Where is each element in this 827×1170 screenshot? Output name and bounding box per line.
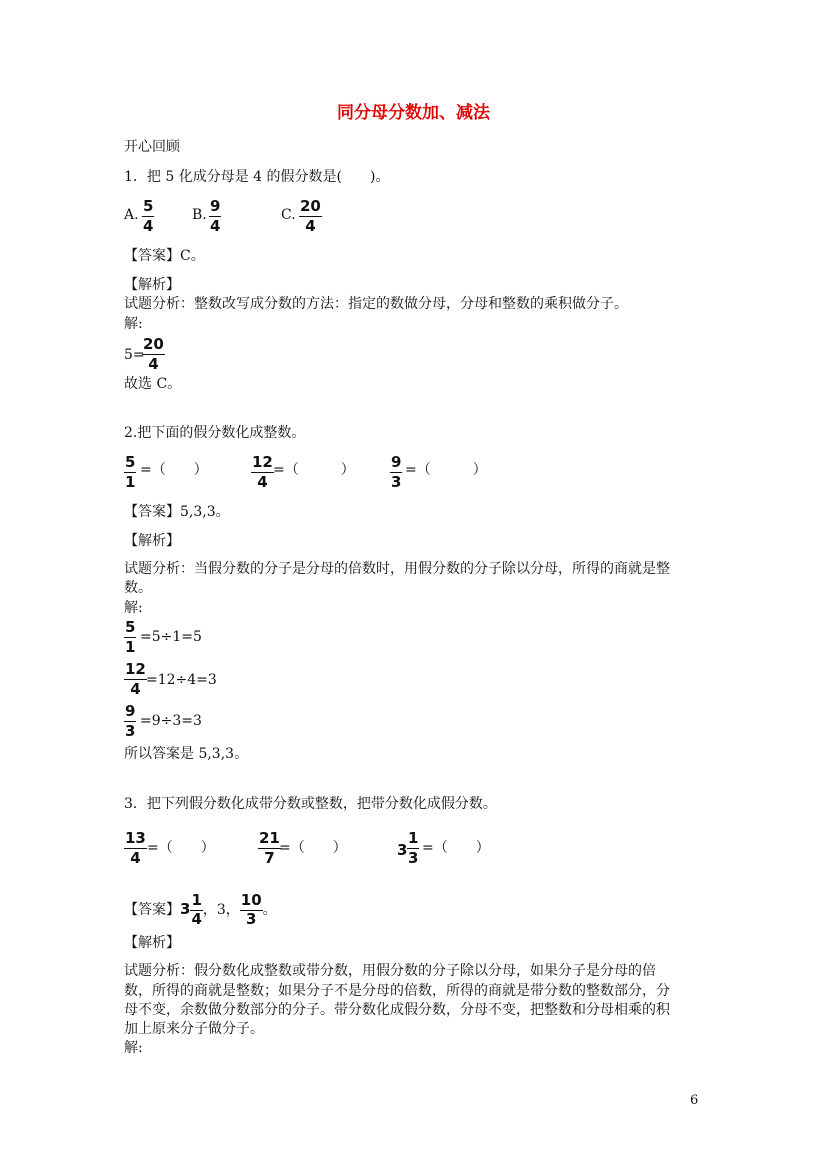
q1-solve-label: 解:: [124, 316, 143, 332]
q1-option-a-fraction: [142, 198, 154, 235]
q1-stem: 1．把 5 化成分母是 4 的假分数是( )。: [124, 169, 390, 185]
q3-item-3-fraction: [407, 830, 419, 867]
q3-answer-fraction-2: [240, 892, 263, 928]
q3-analysis-line-2: 数，所得的商就是整数；如果分子不是分母的倍数，所得的商就是带分数的整数部分，分: [124, 983, 670, 999]
q2-answer: 【答案】5,3,3。: [124, 504, 230, 520]
q3-answer: [124, 892, 277, 928]
q2-item-1-blank: =（ ）: [140, 462, 208, 478]
q3-answer-prefix: 【答案】: [124, 902, 180, 918]
q2-stem: 2.把下面的假分数化成整数。: [124, 425, 306, 441]
q1-option-c-fraction: [299, 198, 322, 235]
numerator: 9: [210, 197, 221, 215]
numerator: 5: [125, 453, 136, 471]
denominator: 3: [408, 849, 419, 867]
numerator: 12: [125, 660, 146, 678]
denominator: 3: [391, 473, 402, 491]
q2-item-3-fraction: [390, 454, 402, 491]
denominator: 3: [125, 722, 136, 740]
numerator: 21: [259, 829, 280, 847]
denominator: 4: [130, 849, 141, 867]
q1-analysis-text: 试题分析：整数改写成分数的方法：指定的数做分母，分母和整数的乘积做分子。: [124, 296, 628, 312]
denominator: 1: [125, 473, 136, 491]
q1-conclusion: 故选 C。: [124, 376, 182, 392]
q3-answer-whole: 3: [180, 900, 191, 918]
denominator: 4: [130, 680, 141, 698]
denominator: 1: [125, 638, 136, 656]
numerator: 20: [143, 335, 164, 353]
q3-item-1-blank: =（ ）: [147, 840, 215, 856]
numerator: 5: [125, 618, 136, 636]
q3-item-2-blank: =（ ）: [279, 840, 347, 856]
q2-analysis-line-1: 试题分析：当假分数的分子是分母的倍数时，用假分数的分子除以分母，所得的商就是整: [124, 561, 670, 577]
numerator: 12: [252, 453, 273, 471]
denominator: 4: [210, 217, 221, 235]
q1-option-b-label: B.: [192, 207, 207, 223]
page-number: 6: [690, 1093, 699, 1108]
q2-step-1-equation: =5÷1=5: [140, 629, 202, 645]
q1-option-a-label: A.: [124, 207, 139, 223]
q3-answer-end: 。: [262, 902, 277, 918]
q2-step-1-fraction: [124, 619, 136, 656]
q1-option-b-fraction: [209, 198, 221, 235]
denominator: 4: [191, 910, 202, 928]
page-title: 同分母分数加、减法: [337, 103, 490, 123]
denominator: 4: [148, 355, 159, 373]
numerator: 20: [300, 197, 321, 215]
q3-answer-middle: ，3，: [202, 902, 240, 918]
q2-step-2-equation: =12÷4=3: [146, 672, 217, 688]
q2-step-3-fraction: [124, 703, 136, 740]
numerator: 1: [408, 829, 419, 847]
numerator: 1: [191, 891, 202, 909]
numerator: 13: [125, 829, 146, 847]
q2-item-2-fraction: [251, 454, 274, 491]
q2-item-1-fraction: [124, 454, 136, 491]
q2-solve-label: 解:: [124, 600, 143, 616]
q2-item-2-blank: =（ ）: [273, 462, 355, 478]
denominator: 7: [264, 849, 275, 867]
q1-equation-fraction: [142, 336, 165, 373]
numerator: 10: [240, 891, 262, 909]
q1-answer: 【答案】C。: [124, 248, 205, 264]
q3-stem: 3．把下列假分数化成带分数或整数，把带分数化成假分数。: [124, 796, 497, 812]
denominator: 3: [246, 910, 257, 928]
denominator: 4: [143, 217, 154, 235]
denominator: 4: [257, 473, 268, 491]
q3-analysis-line-1: 试题分析：假分数化成整数或带分数，用假分数的分子除以分母，如果分子是分母的倍: [124, 963, 656, 979]
q3-item-3-blank: =（ ）: [422, 840, 490, 856]
q3-analysis-heading: 【解析】: [124, 935, 180, 951]
section-heading: 开心回顾: [124, 139, 180, 155]
numerator: 5: [143, 197, 154, 215]
q3-item-3-whole: 3: [397, 841, 408, 859]
q2-conclusion: 所以答案是 5,3,3。: [124, 746, 249, 762]
numerator: 9: [391, 453, 402, 471]
q3-item-1-fraction: [124, 830, 147, 867]
q1-option-c-label: C.: [281, 207, 296, 223]
q2-step-3-equation: =9÷3=3: [140, 713, 202, 729]
q3-solve-label: 解:: [124, 1040, 143, 1056]
q2-analysis-line-2: 数。: [124, 580, 152, 596]
q3-analysis-line-3: 母不变，余数做分数部分的分子。带分数化成假分数，分母不变，把整数和分母相乘的积: [124, 1002, 670, 1018]
q1-equation-left: 5=: [124, 347, 145, 363]
q3-item-2-fraction: [258, 830, 281, 867]
q3-analysis-line-4: 加上原来分子做分子。: [124, 1021, 264, 1037]
numerator: 9: [125, 702, 136, 720]
q2-item-3-blank: =（ ）: [405, 462, 487, 478]
denominator: 4: [305, 217, 316, 235]
q2-analysis-heading: 【解析】: [124, 533, 180, 549]
q3-answer-fraction-1: [190, 892, 202, 928]
q2-step-2-fraction: [124, 661, 147, 698]
q1-analysis-heading: 【解析】: [124, 277, 180, 293]
